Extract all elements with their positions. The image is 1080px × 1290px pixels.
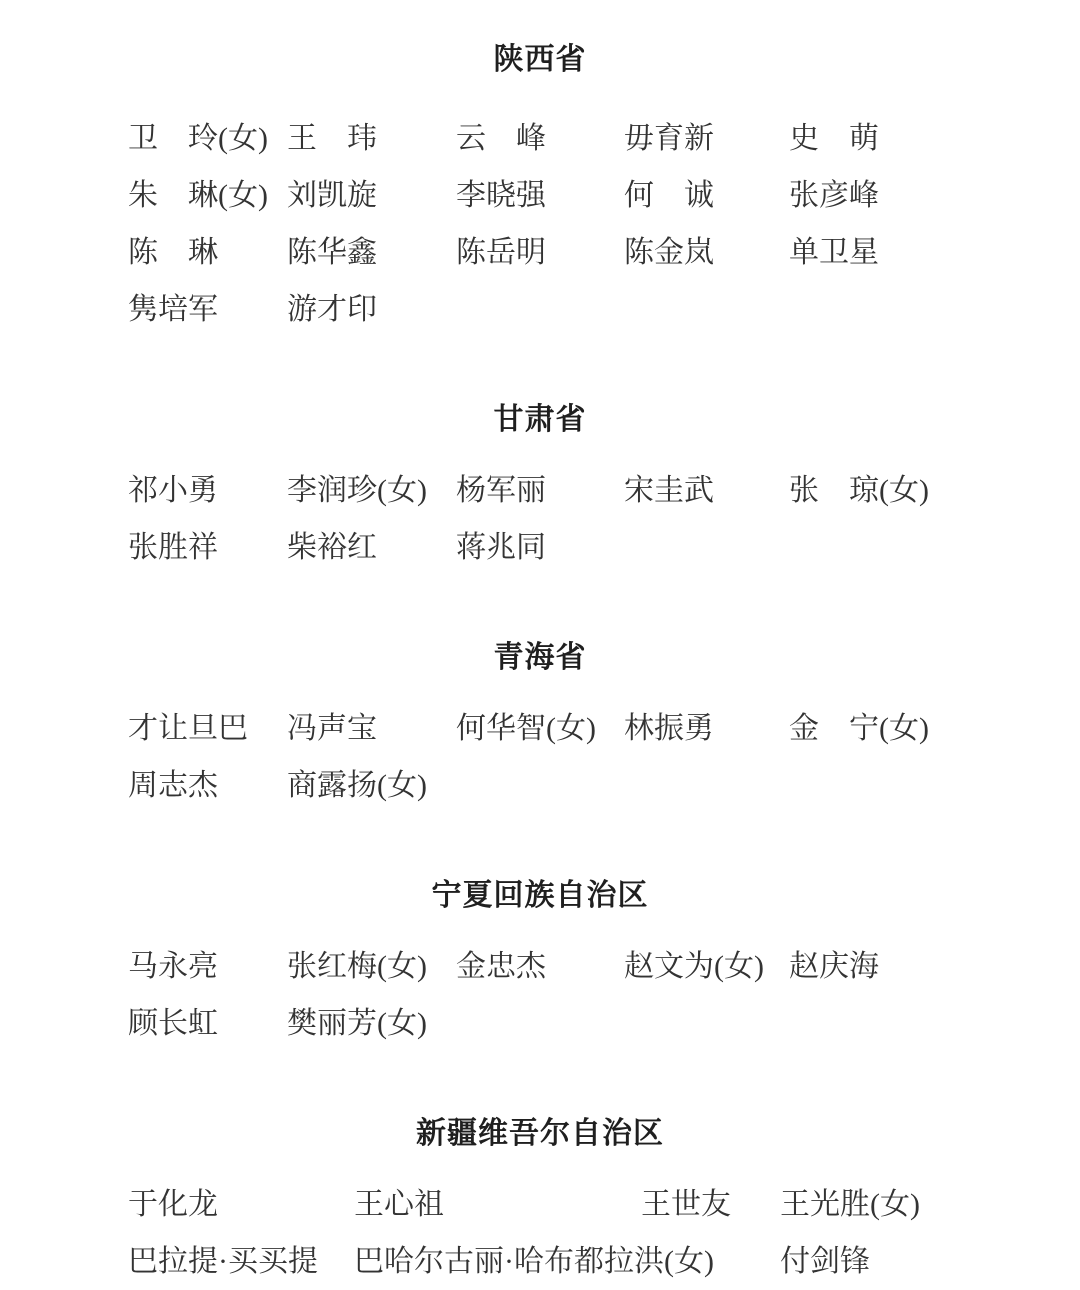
person-name: 樊丽芳(女) <box>287 1007 427 1040</box>
name-row <box>0 938 1080 995</box>
person-name: 马永亮 <box>128 950 218 983</box>
person-name: 顾长虹 <box>128 1007 218 1040</box>
person-name: 林振勇 <box>624 712 714 745</box>
province-section-1 <box>0 400 1080 576</box>
person-name: 宋圭武 <box>624 474 714 507</box>
person-name: 卫 玲(女) <box>128 122 268 155</box>
name-row <box>0 110 1080 167</box>
name-row <box>0 281 1080 338</box>
person-name: 单卫星 <box>789 236 879 269</box>
person-name: 张彦峰 <box>789 179 879 212</box>
province-section-3 <box>0 876 1080 1052</box>
province-section-0 <box>0 40 1080 338</box>
person-name: 王 玮 <box>287 122 377 155</box>
person-name: 陈岳明 <box>456 236 546 269</box>
person-name: 何 诚 <box>624 179 714 212</box>
person-name: 柴裕红 <box>287 531 377 564</box>
person-name: 王光胜(女) <box>780 1188 920 1221</box>
person-name: 毋育新 <box>624 122 714 155</box>
person-name: 何华智(女) <box>456 712 596 745</box>
person-name: 巴拉提·买买提 <box>128 1245 318 1278</box>
person-name: 张红梅(女) <box>287 950 427 983</box>
name-row <box>0 995 1080 1052</box>
name-row <box>0 1233 1080 1290</box>
name-rows <box>0 938 1080 1052</box>
province-heading: 新疆维吾尔自治区 <box>416 1117 664 1150</box>
province-heading: 青海省 <box>493 641 587 674</box>
name-rows <box>0 700 1080 814</box>
province-heading: 陕西省 <box>493 43 587 76</box>
person-name: 冯声宝 <box>287 712 377 745</box>
name-row <box>0 519 1080 576</box>
person-name: 金忠杰 <box>456 950 546 983</box>
name-row <box>0 462 1080 519</box>
person-name: 金 宁(女) <box>789 712 929 745</box>
name-rows <box>0 110 1080 338</box>
name-row <box>0 167 1080 224</box>
person-name: 陈华鑫 <box>287 236 377 269</box>
person-name: 蒋兆同 <box>456 531 546 564</box>
person-name: 才让旦巴 <box>128 712 248 745</box>
name-rows <box>0 462 1080 576</box>
province-heading: 宁夏回族自治区 <box>431 879 649 912</box>
person-name: 李晓强 <box>456 179 546 212</box>
person-name: 陈金岚 <box>624 236 714 269</box>
person-name: 付剑锋 <box>780 1245 870 1278</box>
person-name: 王世友 <box>641 1188 731 1221</box>
person-name: 张 琼(女) <box>789 474 929 507</box>
person-name: 周志杰 <box>128 769 218 802</box>
person-name: 史 萌 <box>789 122 879 155</box>
person-name: 杨军丽 <box>456 474 546 507</box>
person-name: 云 峰 <box>456 122 546 155</box>
person-name: 刘凯旋 <box>287 179 377 212</box>
province-section-2 <box>0 638 1080 814</box>
province-section-4 <box>0 1114 1080 1290</box>
person-name: 赵文为(女) <box>624 950 764 983</box>
name-row <box>0 700 1080 757</box>
name-row <box>0 757 1080 814</box>
name-rows <box>0 1176 1080 1290</box>
person-name: 朱 琳(女) <box>128 179 268 212</box>
person-name: 于化龙 <box>128 1188 218 1221</box>
person-name: 陈 琳 <box>128 236 218 269</box>
person-name: 赵庆海 <box>789 950 879 983</box>
person-name: 张胜祥 <box>128 531 218 564</box>
person-name: 游才印 <box>287 293 377 326</box>
province-heading: 甘肃省 <box>493 403 587 436</box>
person-name: 李润珍(女) <box>287 474 427 507</box>
person-name: 隽培军 <box>128 293 218 326</box>
person-name: 商露扬(女) <box>287 769 427 802</box>
person-name: 巴哈尔古丽·哈布都拉洪(女) <box>354 1245 714 1278</box>
name-row <box>0 224 1080 281</box>
name-row <box>0 1176 1080 1233</box>
person-name: 王心祖 <box>354 1188 444 1221</box>
person-name: 祁小勇 <box>128 474 218 507</box>
